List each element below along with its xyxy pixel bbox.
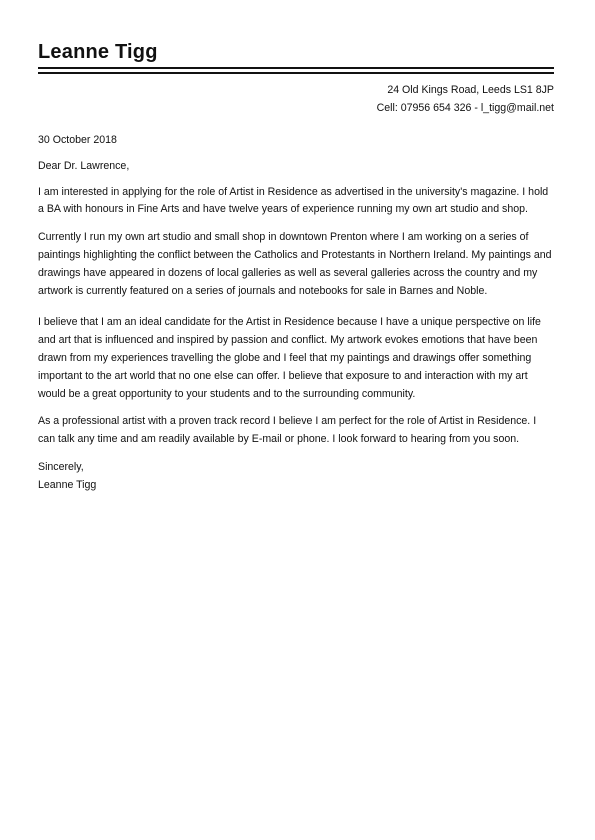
signature-name: Leanne Tigg [38, 478, 97, 491]
body-paragraph-4: As a professional artist with a proven track record I believe I am perfect for the role of Artist in Residence. I can talk any time and am readily available by E-mail or phone. I look forward to hearing from you soon. [38, 415, 537, 446]
letter-date: 30 October 2018 [38, 134, 117, 146]
sender-name-heading: Leanne Tigg [38, 41, 158, 63]
body-paragraph-1: I am interested in applying for the role of Artist in Residence as advertised in the university's magazine. I hold a BA with honours in Fine Arts and have twelve years of experience running my own art studio and shop. [38, 185, 549, 216]
header-rule-bottom [38, 72, 554, 74]
header-rule-top [38, 67, 554, 69]
sender-contact-details: Cell: 07956 654 326 - l_tigg@mail.net [376, 102, 554, 114]
letter-body [38, 132, 556, 495]
closing-phrase: Sincerely, [38, 460, 84, 473]
body-paragraph-2: Currently I run my own art studio and small shop in downtown Prenton where I am working on a series of paintings highlighting the conflict between the Catholics and Protestants in Northern Ireland. My paintings and drawings have appeared in dozens of local galleries as well as several galleries across the country and my artwork is currently featured on a series of journals and notebooks for sale in Barnes and Noble. [38, 231, 552, 297]
sender-address: 24 Old Kings Road, Leeds LS1 8JP [387, 84, 554, 96]
sender-contact-block [377, 81, 554, 117]
body-paragraph-3: I believe that I am an ideal candidate for the Artist in Residence because I have a unique perspective on life and art that is influenced and inspired by passion and conflict. My artwork evokes emotions that have been drawn from my experiences travelling the globe and I feel that my paintings and drawings offer something important to the art world that no one else can offer. I believe that exposure to and interaction with my art would be a great opportunity to your students and to the surrounding community. [38, 316, 541, 400]
salutation: Dear Dr. Lawrence, [38, 159, 130, 172]
